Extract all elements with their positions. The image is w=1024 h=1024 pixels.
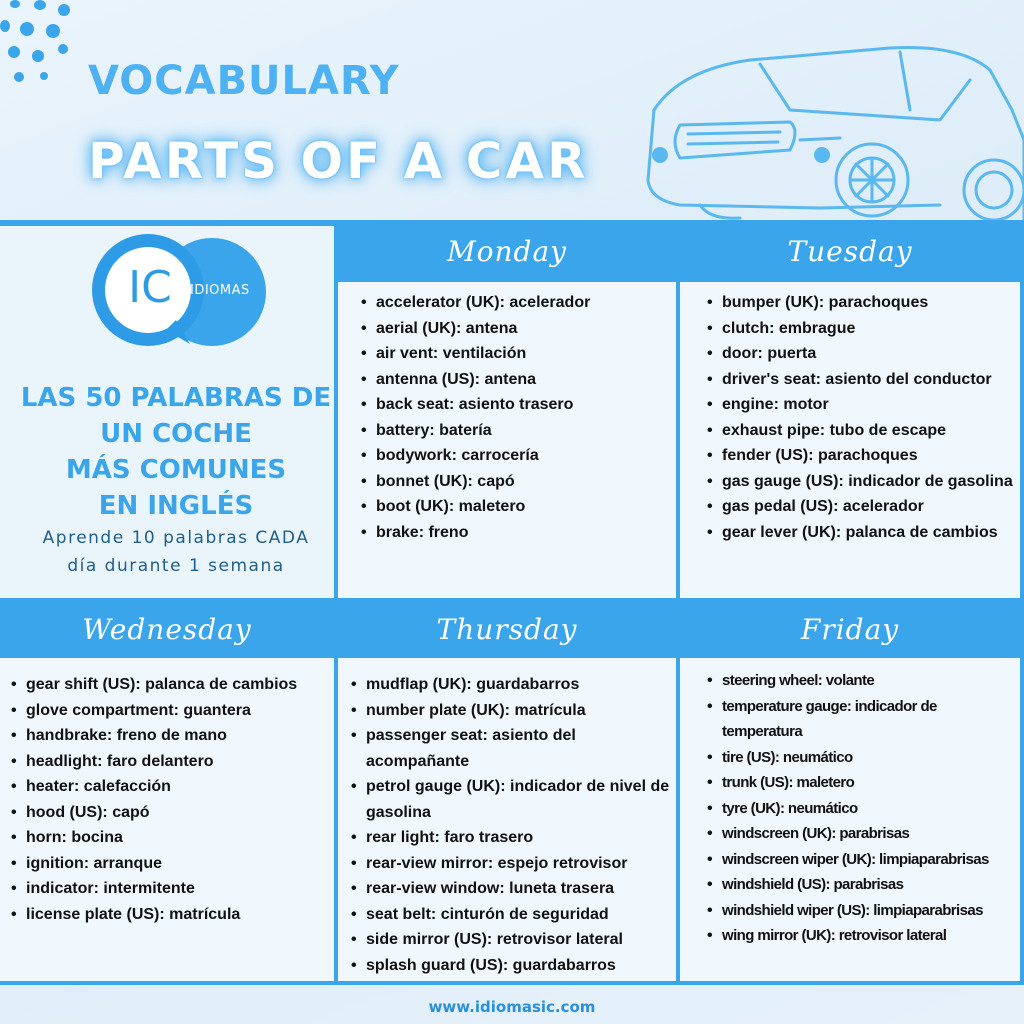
list-item: • hood (US): capó [8, 800, 330, 826]
list-item: • headlight: faro delantero [8, 749, 330, 775]
list-item: • indicator: intermitente [8, 876, 330, 902]
promo-sub-2: día durante 1 semana [67, 556, 285, 576]
list-item: • windscreen (UK): parabrisas [704, 821, 1018, 847]
list-item: • accelerator (UK): acelerador [358, 290, 670, 316]
decorative-dots [0, 0, 90, 90]
list-item: • handbrake: freno de mano [8, 723, 330, 749]
list-item: • rear-view window: luneta trasera [348, 876, 674, 902]
list-item: • exhaust pipe: tubo de escape [704, 418, 1016, 444]
thursday-list [348, 672, 674, 978]
list-item: • windscreen wiper (UK): limpiaparabrisas [704, 847, 1018, 873]
list-item: • fender (US): parachoques [704, 443, 1016, 469]
tab-thursday: Thursday [436, 612, 578, 646]
list-item: • mudflap (UK): guardabarros [348, 672, 674, 698]
list-item: • aerial (UK): antena [358, 316, 670, 342]
list-item: • battery: batería [358, 418, 670, 444]
tab-wednesday: Wednesday [82, 612, 252, 646]
list-item: • tyre (UK): neumático [704, 796, 1018, 822]
list-item: • temperature gauge: indicador de temperatura [704, 694, 1018, 745]
list-item: • gear lever (UK): palanca de cambios [704, 520, 1016, 546]
list-item: • steering wheel: volante [704, 668, 1018, 694]
tab-friday: Friday [800, 612, 900, 646]
list-item: • door: puerta [704, 341, 1016, 367]
list-item: • windshield wiper (US): limpiaparabrisas [704, 898, 1018, 924]
monday-list [358, 290, 670, 545]
friday-list [704, 668, 1018, 949]
list-item: • bodywork: carrocería [358, 443, 670, 469]
list-item: • wing mirror (UK): retrovisor lateral [704, 923, 1018, 949]
wednesday-list [8, 672, 330, 927]
list-item: • clutch: embrague [704, 316, 1016, 342]
list-item: • windshield (US): parabrisas [704, 872, 1018, 898]
list-item: • heater: calefacción [8, 774, 330, 800]
footer-url-link[interactable]: www.idiomasic.com [428, 998, 596, 1016]
tab-monday: Monday [447, 234, 567, 268]
promo-line-2: UN COCHE [100, 419, 252, 449]
list-item: • gas gauge (US): indicador de gasolina [704, 469, 1016, 495]
list-item: • petrol gauge (UK): indicador de nivel de gasolina [348, 774, 674, 825]
list-item: • trunk (US): maletero [704, 770, 1018, 796]
tuesday-list [704, 290, 1016, 545]
logo-initials: IC [128, 262, 172, 313]
list-item: • boot (UK): maletero [358, 494, 670, 520]
page-title: PARTS OF A CAR [88, 132, 589, 190]
list-item: • splash guard (US): guardabarros [348, 953, 674, 979]
list-item: • tire (US): neumático [704, 745, 1018, 771]
list-item: • number plate (UK): matrícula [348, 698, 674, 724]
promo-line-4: EN INGLÉS [98, 491, 254, 521]
vocabulary-heading: VOCABULARY [88, 58, 400, 104]
list-item: • license plate (US): matrícula [8, 902, 330, 928]
logo-name: IDIOMAS [190, 283, 250, 298]
promo-line-3: MÁS COMUNES [65, 455, 287, 485]
list-item: • side mirror (US): retrovisor lateral [348, 927, 674, 953]
list-item: • passenger seat: asiento del acompañante [348, 723, 674, 774]
list-item: • gear shift (US): palanca de cambios [8, 672, 330, 698]
list-item: • horn: bocina [8, 825, 330, 851]
list-item: • gas pedal (US): acelerador [704, 494, 1016, 520]
car-outline-icon [640, 30, 1024, 230]
promo-line-1: LAS 50 PALABRAS DE [20, 383, 332, 413]
list-item: • bonnet (UK): capó [358, 469, 670, 495]
list-item: • ignition: arranque [8, 851, 330, 877]
list-item: • glove compartment: guantera [8, 698, 330, 724]
list-item: • rear-view mirror: espejo retrovisor [348, 851, 674, 877]
promo-sub-1: Aprende 10 palabras CADA [42, 528, 310, 548]
divider [1020, 220, 1024, 984]
bottom-border [0, 981, 1024, 985]
list-item: • seat belt: cinturón de seguridad [348, 902, 674, 928]
list-item: • bumper (UK): parachoques [704, 290, 1016, 316]
tab-tuesday: Tuesday [787, 234, 913, 268]
list-item: • brake: freno [358, 520, 670, 546]
list-item: • antenna (US): antena [358, 367, 670, 393]
list-item: • rear light: faro trasero [348, 825, 674, 851]
list-item: • air vent: ventilación [358, 341, 670, 367]
list-item: • engine: motor [704, 392, 1016, 418]
list-item: • back seat: asiento trasero [358, 392, 670, 418]
list-item: • driver's seat: asiento del conductor [704, 367, 1016, 393]
